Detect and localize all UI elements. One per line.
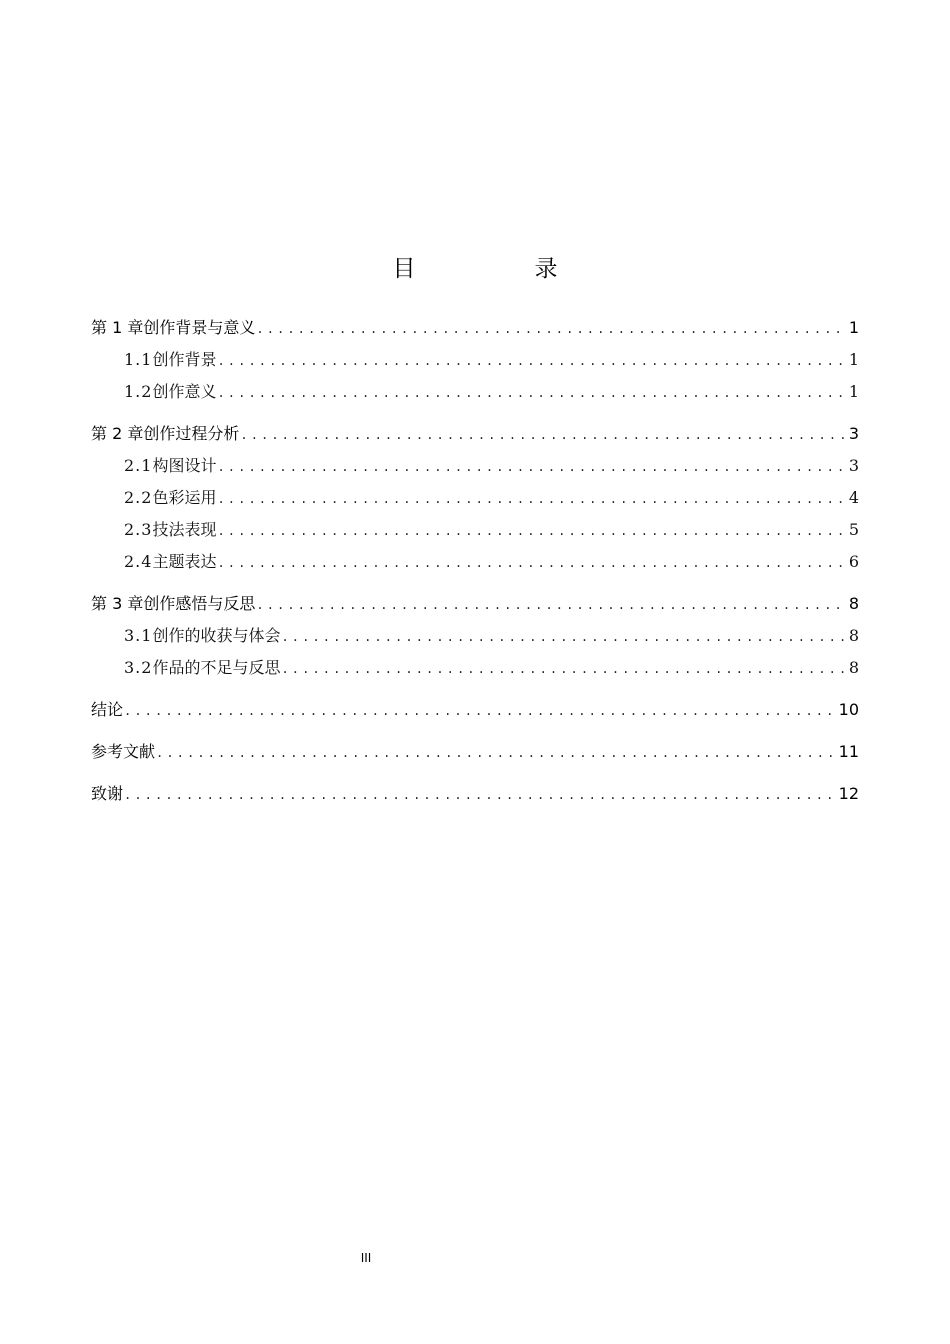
- toc-entry-page: 1: [848, 382, 859, 401]
- toc-entry-page: 6: [848, 552, 859, 571]
- dot-leader: [256, 589, 845, 621]
- toc-entry-title: 色彩运用: [152, 488, 217, 507]
- toc-entry-page: 8: [848, 594, 859, 613]
- toc-entry-number: 2.4: [124, 552, 153, 571]
- toc-entry-section-2-2[interactable]: [91, 482, 859, 514]
- toc-entry-title: 结论: [91, 700, 124, 719]
- toc-entry-title: 主题表达: [152, 552, 217, 571]
- toc-entry-number: 2.3: [124, 520, 153, 539]
- dot-leader: [217, 451, 845, 483]
- dot-leader: [217, 345, 845, 377]
- toc-entry-page: 10: [838, 700, 859, 719]
- toc-entry-page: 1: [848, 318, 859, 337]
- toc-entry-number: 第 3 章: [91, 594, 144, 613]
- dot-leader: [217, 377, 845, 409]
- toc-entry-title: 参考文献: [91, 742, 156, 761]
- toc-entry-title: 创作意义: [152, 382, 217, 401]
- toc-entry-references[interactable]: [91, 736, 859, 768]
- toc-entry-number: 2.2: [124, 488, 153, 507]
- table-of-contents: [91, 312, 859, 810]
- toc-entry-acknowledgements[interactable]: [91, 778, 859, 810]
- dot-leader: [156, 737, 836, 769]
- dot-leader: [217, 547, 845, 579]
- page-number: III: [360, 1251, 372, 1265]
- page-title: 目 录: [392, 256, 606, 282]
- toc-entry-chapter-3[interactable]: [91, 588, 859, 620]
- toc-entry-page: 12: [838, 784, 859, 803]
- toc-entry-page: 3: [848, 456, 859, 475]
- toc-entry-page: 8: [848, 658, 859, 677]
- toc-entry-page: 11: [838, 742, 859, 761]
- dot-leader: [124, 695, 836, 727]
- dot-leader: [124, 779, 836, 811]
- toc-entry-section-1-2[interactable]: [91, 376, 859, 408]
- dot-leader: [281, 653, 845, 685]
- toc-entry-chapter-2[interactable]: [91, 418, 859, 450]
- toc-entry-title: 构图设计: [152, 456, 217, 475]
- dot-leader: [217, 515, 845, 547]
- toc-entry-title: 作品的不足与反思: [152, 658, 281, 677]
- toc-entry-chapter-1[interactable]: [91, 312, 859, 344]
- toc-entry-page: 8: [848, 626, 859, 645]
- toc-entry-title: 创作感悟与反思: [143, 594, 256, 613]
- toc-entry-number: 1.2: [124, 382, 153, 401]
- toc-entry-page: 3: [848, 424, 859, 443]
- toc-entry-title: 创作背景与意义: [143, 318, 256, 337]
- toc-entry-number: 第 2 章: [91, 424, 144, 443]
- toc-entry-number: 3.1: [124, 626, 153, 645]
- toc-entry-section-2-1[interactable]: [91, 450, 859, 482]
- toc-entry-title: 技法表现: [152, 520, 217, 539]
- toc-entry-title: 创作背景: [152, 350, 217, 369]
- toc-entry-number: 2.1: [124, 456, 153, 475]
- toc-entry-page: 5: [848, 520, 859, 539]
- dot-leader: [217, 483, 845, 515]
- toc-entry-section-3-2[interactable]: [91, 652, 859, 684]
- toc-entry-number: 3.2: [124, 658, 153, 677]
- toc-entry-title: 创作过程分析: [143, 424, 240, 443]
- toc-entry-section-2-4[interactable]: [91, 546, 859, 578]
- toc-entry-title: 创作的收获与体会: [152, 626, 281, 645]
- toc-entry-page: 1: [848, 350, 859, 369]
- toc-entry-conclusion[interactable]: [91, 694, 859, 726]
- toc-entry-section-2-3[interactable]: [91, 514, 859, 546]
- toc-entry-number: 1.1: [124, 350, 153, 369]
- toc-entry-title: 致谢: [91, 784, 124, 803]
- dot-leader: [256, 313, 845, 345]
- dot-leader: [281, 621, 845, 653]
- toc-entry-page: 4: [848, 488, 859, 507]
- dot-leader: [240, 419, 845, 451]
- toc-entry-section-1-1[interactable]: [91, 344, 859, 376]
- toc-entry-number: 第 1 章: [91, 318, 144, 337]
- toc-entry-section-3-1[interactable]: [91, 620, 859, 652]
